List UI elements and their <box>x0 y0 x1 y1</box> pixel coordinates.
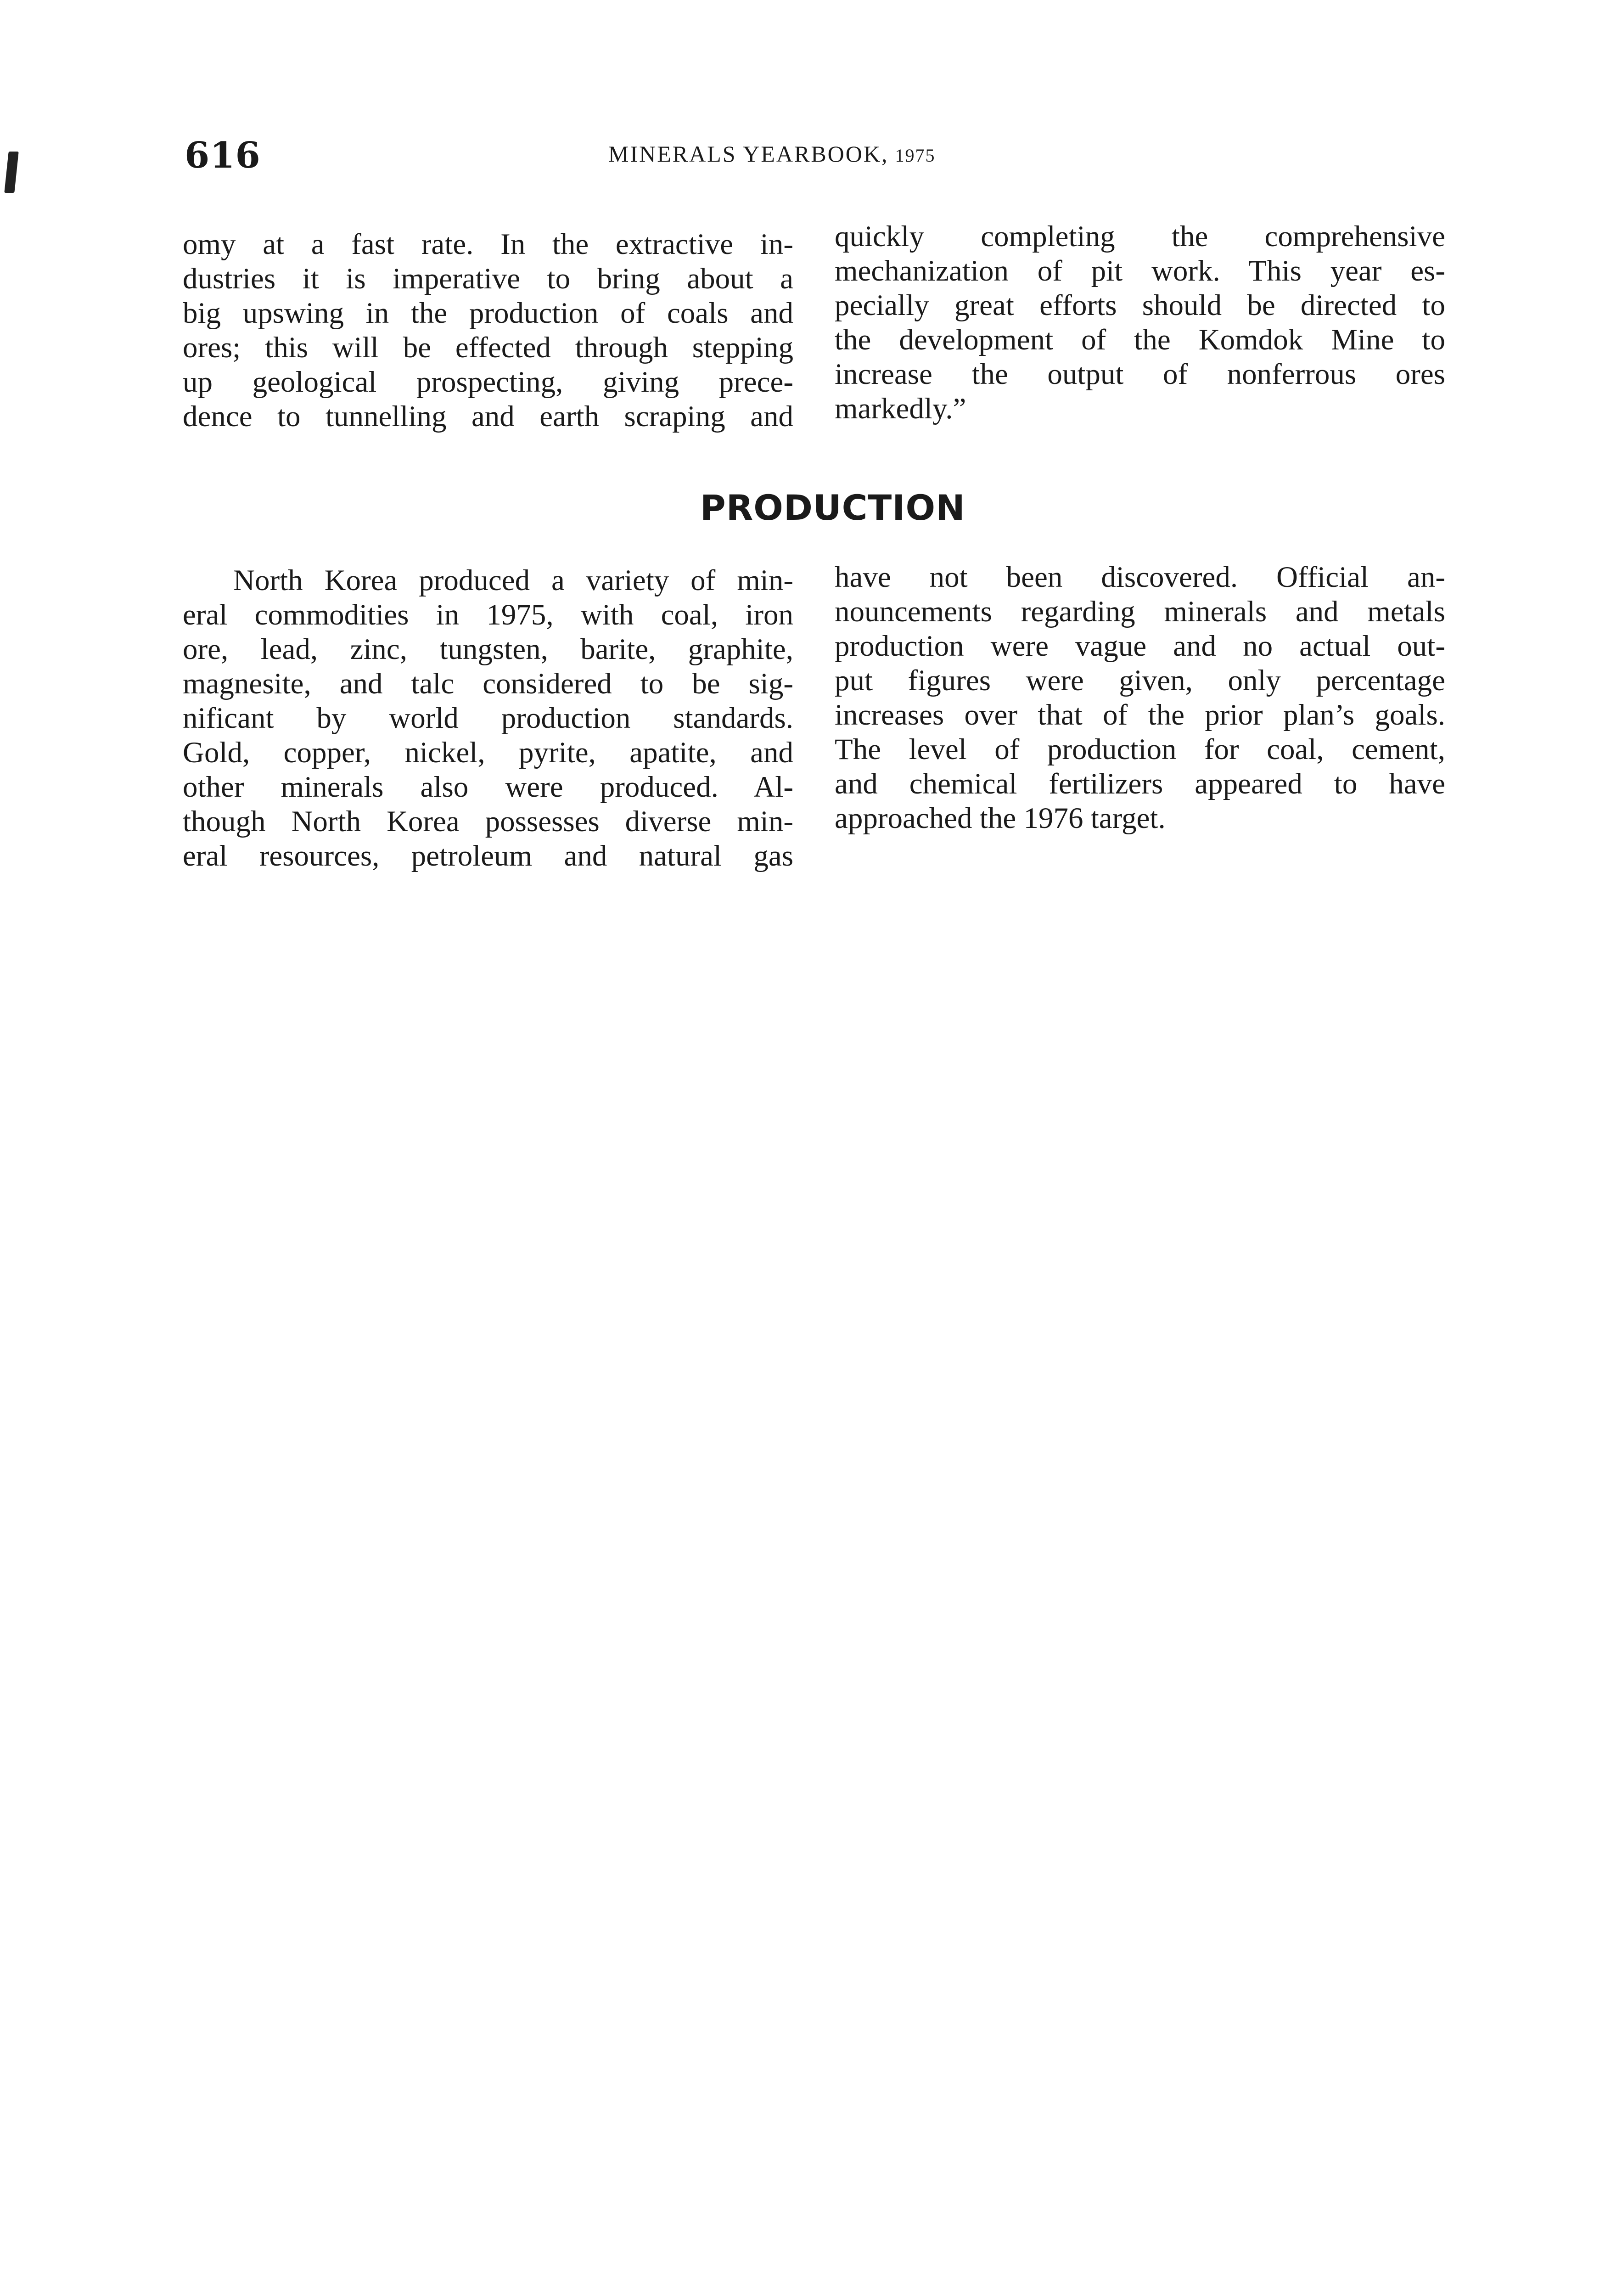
text-line: eral resources, petroleum and natural gas <box>183 839 793 872</box>
text-line: increase the output of nonferrous ores <box>835 358 1445 391</box>
text-line: markedly.” <box>835 392 966 425</box>
page-number: 616 <box>185 135 261 176</box>
text-line: mechanization of pit work. This year es- <box>835 254 1445 287</box>
text-line: dence to tunnelling and earth scraping and <box>183 400 793 433</box>
text-line: nouncements regarding minerals and metals <box>835 595 1445 628</box>
text-line: North Korea produced a variety of min- <box>233 564 793 597</box>
text-line: Gold, copper, nickel, pyrite, apatite, and <box>183 736 793 769</box>
text-line: eral commodities in 1975, with coal, iron <box>183 598 793 631</box>
text-line: production were vague and no actual out- <box>835 630 1445 663</box>
running-head-title: MINERALS YEARBOOK, <box>608 141 889 167</box>
production-left-column <box>183 563 793 873</box>
text-line: other minerals also were produced. Al- <box>183 771 793 804</box>
text-line: quickly completing the comprehensive <box>835 220 1445 253</box>
text-line: omy at a fast rate. In the extractive in- <box>183 228 793 261</box>
text-line: ores; this will be effected through stepping <box>183 331 793 364</box>
continued-text-right-column <box>835 219 1445 426</box>
text-line: put figures were given, only percentage <box>835 664 1445 697</box>
running-head <box>608 142 936 165</box>
text-line: magnesite, and talc considered to be sig- <box>183 667 793 700</box>
section-heading: PRODUCTION <box>700 487 965 528</box>
text-line: dustries it is imperative to bring about a <box>183 262 793 295</box>
text-line: nificant by world production standards. <box>183 702 793 735</box>
text-line: up geological prospecting, giving prece- <box>183 366 793 399</box>
text-line: increases over that of the prior plan’s goals. <box>835 698 1445 732</box>
text-line: approached the 1976 target. <box>835 802 1166 835</box>
production-right-column <box>835 560 1445 836</box>
text-line: big upswing in the production of coals and <box>183 297 793 330</box>
text-line: ore, lead, zinc, tungsten, barite, graphite, <box>183 633 793 666</box>
text-line: the development of the Komdok Mine to <box>835 323 1445 356</box>
running-head-year: 1975 <box>895 145 936 166</box>
scan-binding-mark <box>4 152 18 193</box>
text-line: pecially great efforts should be directed to <box>835 289 1445 322</box>
text-line: and chemical fertilizers appeared to have <box>835 767 1445 800</box>
text-line: have not been discovered. Official an- <box>835 561 1445 594</box>
text-line: The level of production for coal, cement, <box>835 733 1445 766</box>
text-line: though North Korea possesses diverse min- <box>183 805 793 838</box>
continued-text-left-column <box>183 227 793 434</box>
